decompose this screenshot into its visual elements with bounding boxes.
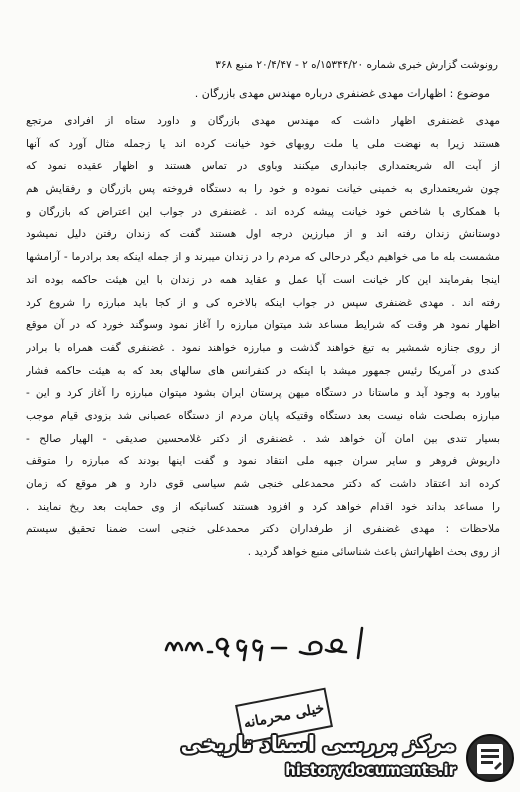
body-line-11: از روی جنازه شمشیر به تیغ خواهند گذشت و مبارزه خواهند نمود . غضنفری گفت همراه با برادر <box>26 341 500 354</box>
body-line-2: هستند زیرا به نهضت ملی یا ملت روبهای خود خیانت کرده اند یا زجمله مثال آورد که آنها <box>26 137 500 150</box>
body-line-10: اظهار نمود هر وقت که شرایط مساعد شد میتوان مبارزه را آغاز نمود وسوگند خورد که در آن موقع <box>26 319 500 332</box>
body-line-18: را مساعد بداند خود اقدام خواهد کرد و افزود هستند کسانیکه از وی حمایت بعد ریخ نمایند . <box>26 500 500 513</box>
watermark-title: مرکز بررسی اسناد تاریخی <box>180 732 456 756</box>
handwritten-reference-number <box>160 620 380 670</box>
body-line-17: کرده اند اعتقاد داشت که دکتر محمدعلی خنجی شم سیاسی قوی دارد و هر موقع که زمان <box>26 478 500 490</box>
document-body <box>26 110 500 564</box>
archive-logo-icon <box>464 732 516 784</box>
body-line-7: مشمست بله ما می خواهیم دیگر درحالی که مردم را در زندان میبرند و از جمله اینکه بعد برادرما - آرامشها <box>26 251 500 264</box>
body-line-9: رفته اند . مهدی غضنفری سپس در جواب اینکه بالاخره کی و از کجا باید مبارزه را شروع کرد <box>26 296 500 309</box>
handwritten-number-drawing <box>160 620 380 670</box>
confidential-stamp: خیلی محرمانه <box>235 688 333 745</box>
document-header: رونوشت گزارش خبری شماره ۱۵۳۴۴/۲۰/ه ۲ - ۲۰/۴/۴۷ منبع ۳۶۸ <box>215 59 498 71</box>
watermark <box>180 730 520 786</box>
body-line-8: اینجا بفرمایند این کار خیانت است آیا عمل و عقاید همه در زندان با این هیئت حاکمه بوده اند <box>26 273 500 286</box>
body-line-13: بیاورد به وجود آید و ماستانا در دستگاه میهن پرستان ایران بشود میتوان مبارزه را آغاز کرد و این - <box>26 387 500 400</box>
body-line-6: دوستانش زندان رفته اند و از مبارزین درجه اول هستند گفت که زندان رفتن دلیل نمیشود <box>26 228 500 241</box>
document-subject: موضوع : اظهارات مهدی غضنفری درباره مهندس مهدی بازرگان . <box>194 87 490 100</box>
body-line-3: از آیت اله شریعتمداری جانبداری میکنند وباوی در تماس هستند و اظهار عقیده نمود که <box>26 160 500 173</box>
body-line-1: مهدی غضنفری اظهار داشت که مهندس مهدی بازرگان و داورد ستاه از افرادی مرتجع <box>26 115 500 127</box>
body-line-5: با همکاری با شاخص خود خیانت پیشه کرده اند . غضنفری در جواب این اعتراض که بازرگان و <box>26 205 500 218</box>
body-line-16: داریوش فروهر و سایر سران جبهه ملی انتقاد نمود و گفت اینها بودند که مبارزه را متوقف <box>26 455 500 468</box>
body-line-4: چون شریعتمداری به خمینی خیانت نموده و خود را به دستگاه فروخته پس بازرگان و رفقایش هم <box>26 183 500 196</box>
body-line-19: ملاحظات : مهدی غضنفری از طرفداران دکتر محمدعلی خنجی است ضمنا تحقیق سیستم <box>26 523 500 536</box>
body-line-15: بسیار تندی بین امان آن خواهد شد . غضنفری از دکتر غلامحسین صدیقی - الهیار صالح - <box>26 432 500 445</box>
watermark-url: historydocuments.ir <box>285 761 456 779</box>
body-line-12: کندی در آمریکا رئیس جمهور میشد با اینکه در کنفرانس های سالهای بعد که به هیئت حاکمه فشار <box>26 364 500 377</box>
body-line-20: از روی بحث اظهاراتش باعث شناسائی منبع خواهد گردید . <box>247 546 500 559</box>
body-line-14: مبارزه بصلحت شاه نیست بعد دستگاه وقتیکه پایان مردم از دستگاه عصبانی شد بزودی قیام موجب <box>26 409 500 422</box>
